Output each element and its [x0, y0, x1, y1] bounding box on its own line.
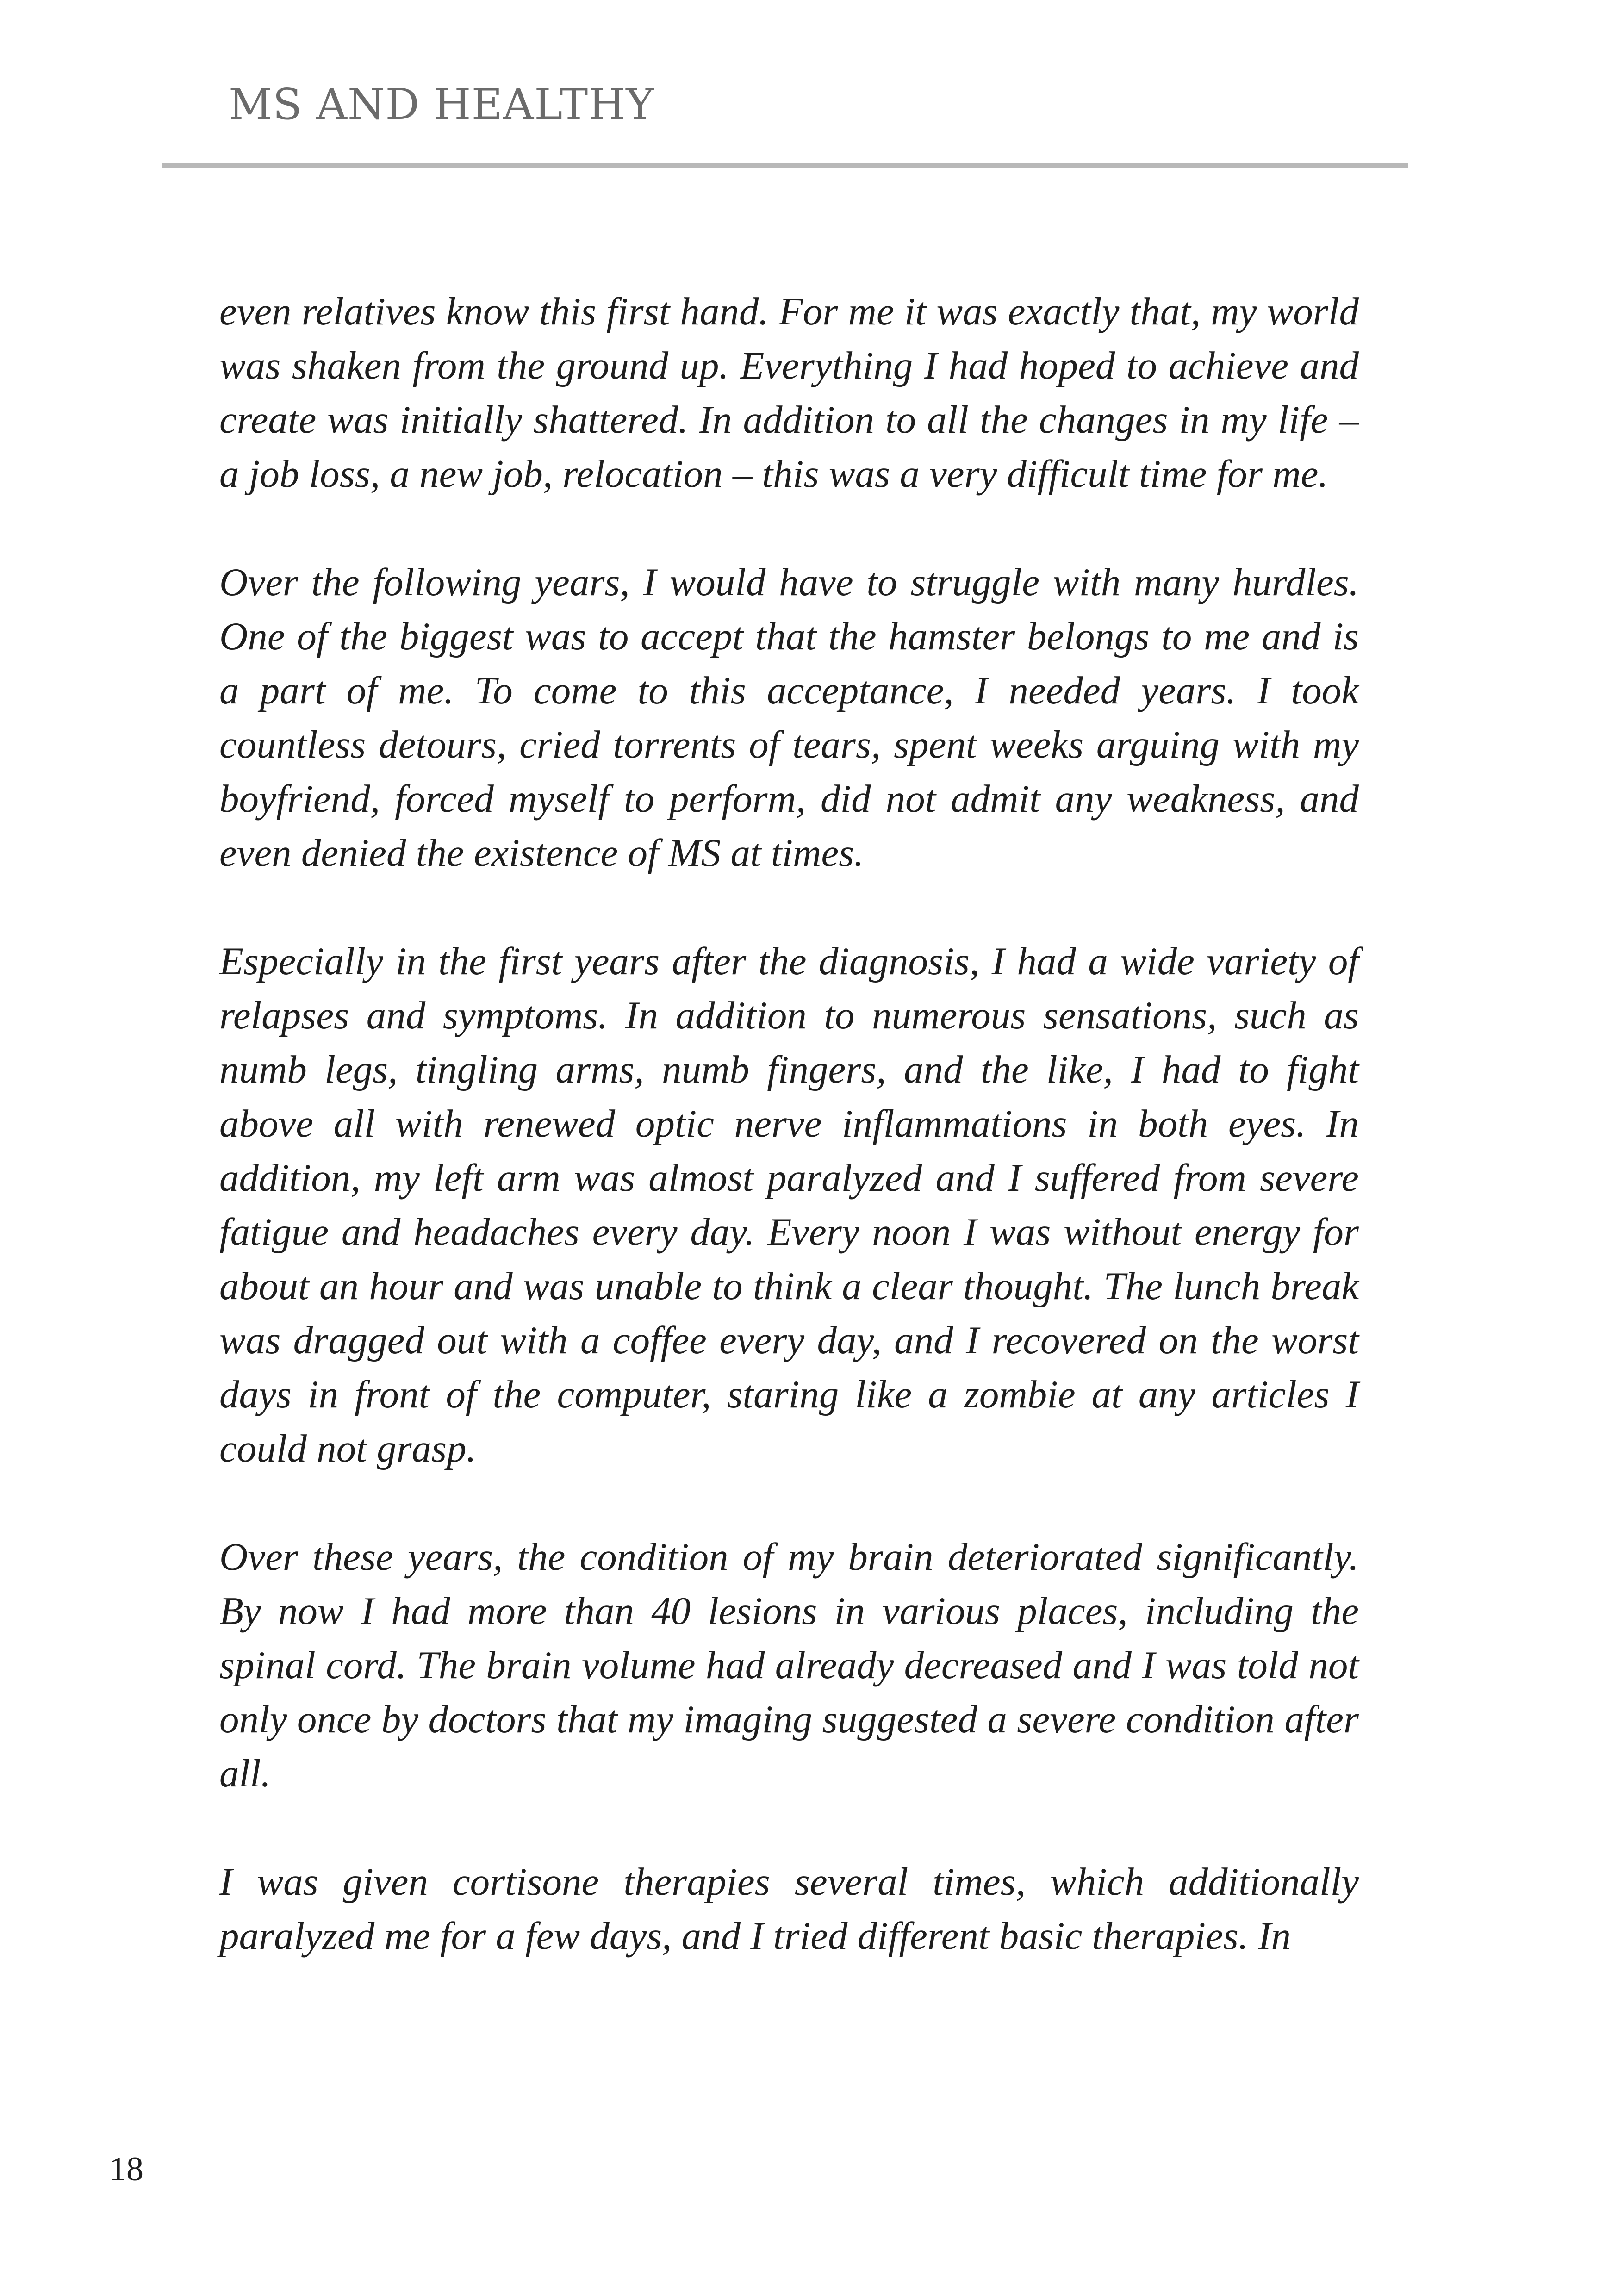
paragraph-5: I was given cortisone therapies several times, which additionally paralyzed me for a few days, and I tried different basic therapies. In	[219, 1860, 1359, 1958]
body-text	[219, 285, 1359, 1963]
paragraph-2: Over the following years, I would have to struggle with many hurdles. One of the biggest was to accept that the hamster belongs to me and is a part of me. To come to this acceptance, I needed years. I took countless detours, cried torrents of tears, spent weeks arguing with my boyfriend, forced myself to perform, did not admit any weakness, and even denied the existence of MS at times.	[219, 560, 1359, 875]
paragraph-1: even relatives know this first hand. For me it was exactly that, my world was shaken from the ground up. Everything I had hoped to achieve and create was initially shattered. In addition to all the changes in my life – a job loss, a new job, relocation – this was a very difficult time for me.	[219, 290, 1359, 496]
running-header: MS AND HEALTHY	[229, 80, 655, 129]
header-divider	[162, 163, 1408, 168]
page-number: 18	[109, 2150, 143, 2188]
paragraph-3: Especially in the first years after the diagnosis, I had a wide variety of relapses and symptoms. In addition to numerous sensations, such as numb legs, tingling arms, numb fingers, and the like, I had to fight above all with renewed optic nerve inflammations in both eyes. In addition, my left arm was almost paralyzed and I suffered from severe fatigue and headaches every day. Every noon I was without energy for about an hour and was unable to think a clear thought. The lunch break was dragged out with a coffee every day, and I recovered on the worst days in front of the computer, staring like a zombie at any articles I could not grasp.	[219, 940, 1359, 1470]
paragraph-4: Over these years, the condition of my brain deteriorated significantly. By now I had more than 40 lesions in various places, including the spinal cord. The brain volume had already decreased and I was told not only once by doctors that my imaging suggested a severe condition after all.	[219, 1535, 1359, 1795]
